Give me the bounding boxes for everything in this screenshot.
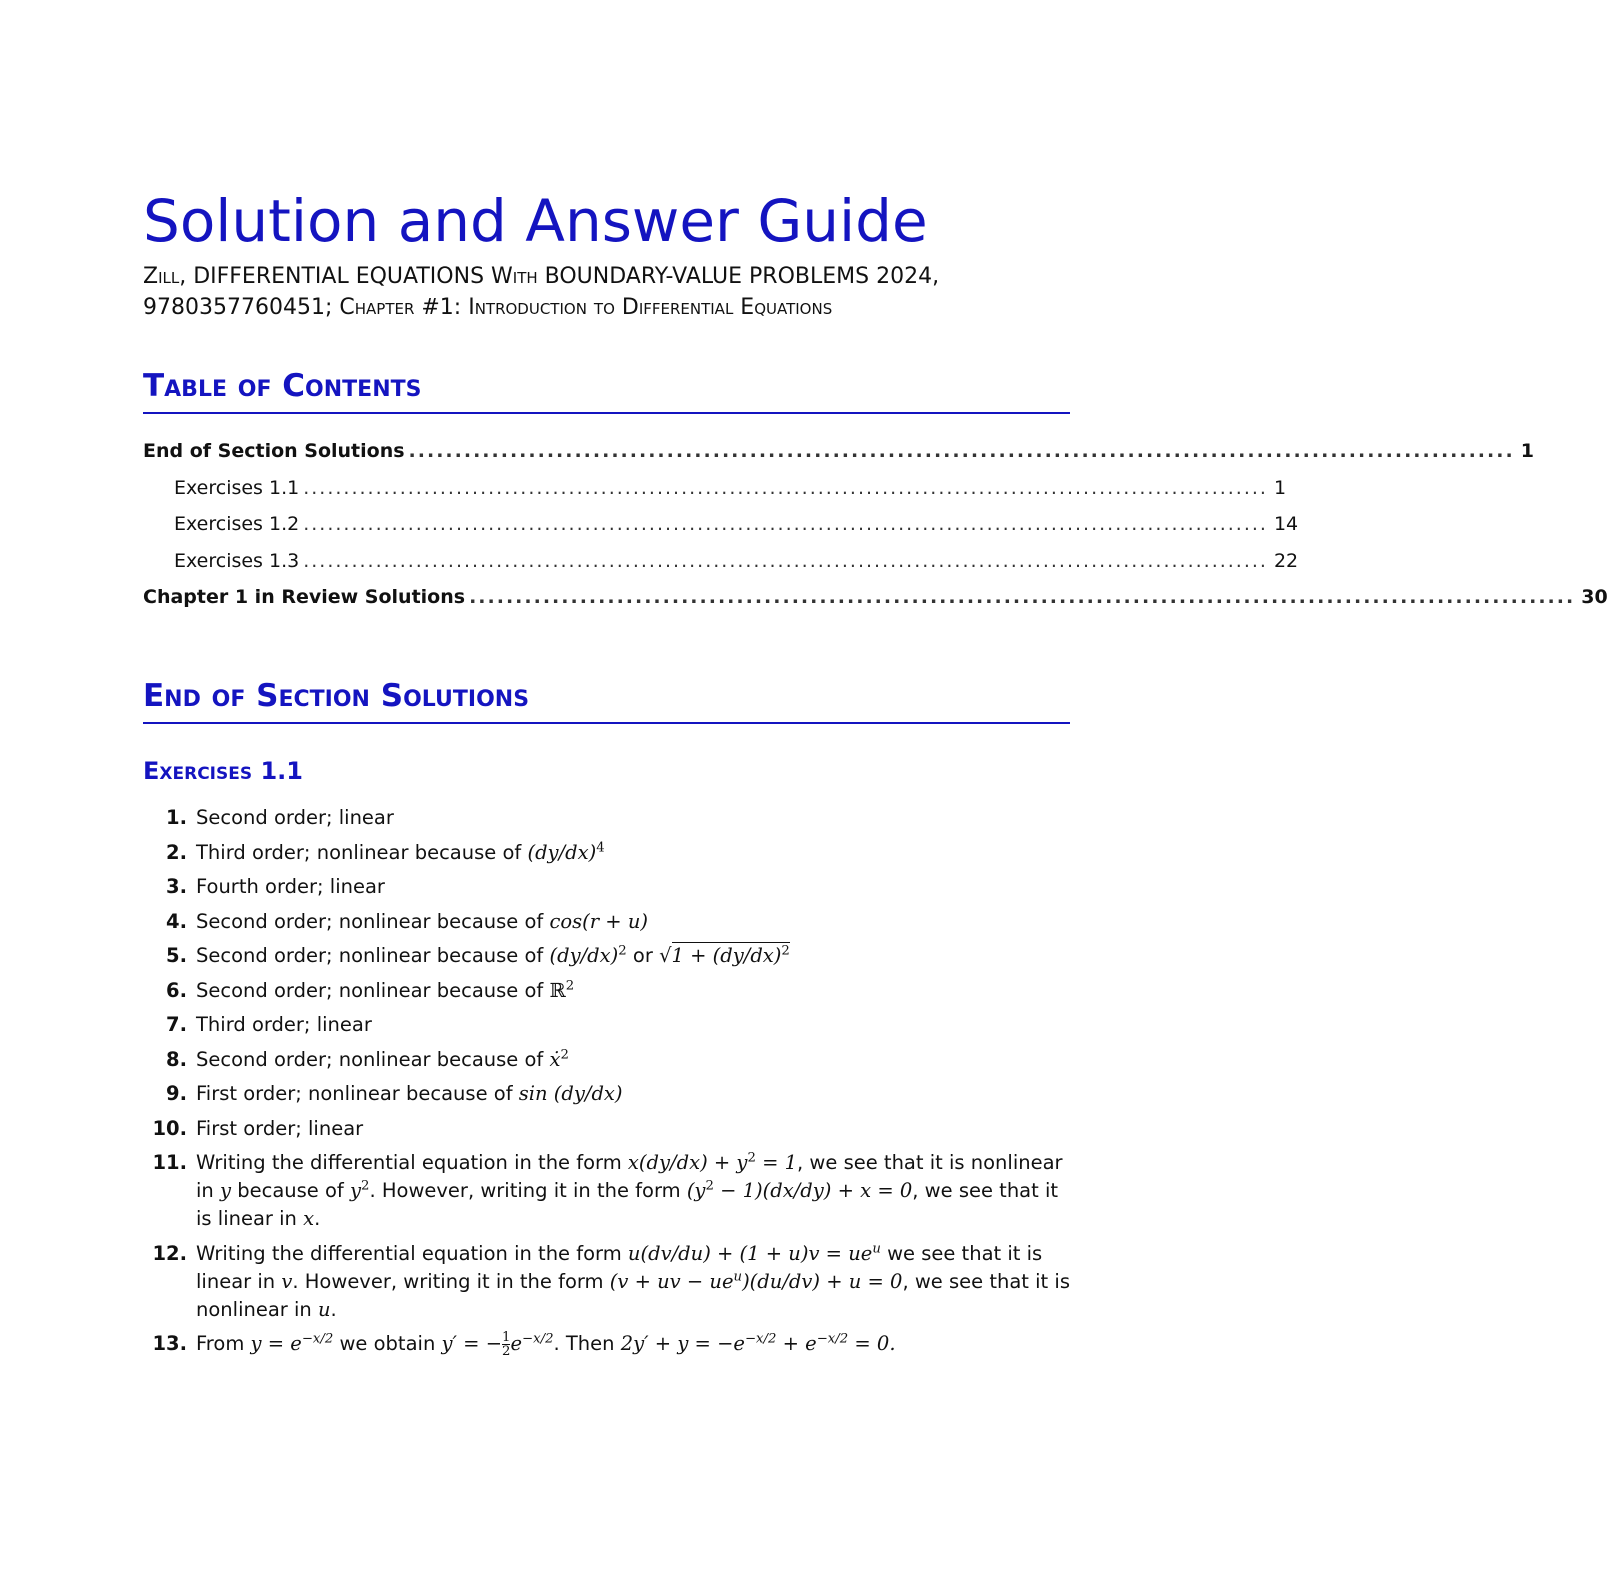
math-expression: [610, 1270, 903, 1293]
math-expression: 1 + (dy/dx): [671, 944, 782, 967]
toc-entry-page: 1: [1273, 476, 1287, 499]
math-superscript: 2: [781, 943, 790, 959]
exercise-item: [143, 977, 1070, 1005]
toc-entry[interactable]: [143, 513, 1299, 550]
exercise-item: [143, 1330, 1070, 1358]
exercise-item: [143, 1011, 1070, 1039]
exercise-list: [143, 804, 1070, 1365]
exercise-answer: Fourth order; linear: [196, 875, 385, 898]
exercise-answer: From: [196, 1332, 245, 1355]
math-term: y = e: [250, 1332, 302, 1355]
math-expression: (dy/dx): [527, 840, 597, 864]
math-expression: [251, 1332, 334, 1355]
exercise-connector: or: [632, 944, 653, 967]
exercise-item: [143, 839, 1070, 867]
math-expression: ℝ: [549, 978, 566, 1002]
math-expression: y: [219, 1179, 232, 1202]
exercise-number: 12.: [152, 1241, 187, 1265]
math-term: − 1)(dx/dy) + x = 0: [713, 1179, 913, 1202]
exercise-answer: . However, writing it in the form: [369, 1179, 681, 1202]
math-term: (y: [686, 1179, 706, 1202]
math-expression: cos(r + u): [549, 909, 648, 933]
exercise-text: [196, 1330, 1070, 1358]
exercise-text: [196, 1240, 1070, 1324]
exercise-answer: First order; nonlinear because of: [196, 1082, 513, 1105]
math-superscript: −x/2: [522, 1331, 554, 1347]
exercise-item: [143, 1149, 1070, 1233]
section-heading: End of Section Solutions: [143, 676, 1070, 724]
math-term: = 0.: [848, 1332, 896, 1355]
exercise-answer: Second order; nonlinear because of: [196, 909, 544, 933]
table-of-contents: [143, 440, 1608, 624]
exercise-answer: .: [314, 1207, 321, 1230]
exercise-text: [196, 977, 1070, 1005]
exercise-number: 9.: [166, 1082, 187, 1105]
math-superscript: 4: [596, 840, 605, 855]
math-expression: y: [349, 1179, 362, 1202]
sqrt-symbol: √: [659, 944, 672, 967]
exercise-answer: . However, writing it in the form: [292, 1269, 604, 1293]
exercise-answer: .: [330, 1297, 337, 1321]
exercise-answer: , we see that it is nonlinear in: [196, 1269, 1070, 1321]
math-superscript: −x/2: [744, 1331, 777, 1347]
subtitle-line-1: Zill, DIFFERENTIAL EQUATIONS With BOUNDARY-VALUE PROBLEMS 2024,: [143, 264, 940, 289]
exercise-text: [196, 1115, 1070, 1143]
exercise-item: [143, 908, 1070, 936]
exercise-number: 2.: [166, 840, 187, 864]
math-superscript: 2: [747, 1150, 756, 1166]
math-superscript: 2: [618, 943, 627, 959]
exercise-answer: Second order; nonlinear because of: [196, 944, 544, 967]
exercise-item: [143, 804, 1070, 832]
math-expression: ẋ: [549, 1047, 561, 1071]
math-expression: x: [303, 1207, 315, 1230]
exercise-answer: Writing the differential equation in the form: [196, 1151, 622, 1174]
toc-leader-dots: ........................................................................................................................: [469, 586, 1576, 608]
toc-leader-dots: ........................................................................................................................: [303, 549, 1268, 572]
toc-leader-dots: ........................................................................................................................: [303, 513, 1268, 535]
exercise-answer: Writing the differential equation in the form: [196, 1241, 622, 1265]
exercise-item: [143, 942, 1070, 970]
toc-leader-dots: ........................................................................................................................: [303, 476, 1268, 499]
exercise-text: [196, 1080, 1070, 1108]
math-superscript: 2: [565, 978, 575, 993]
toc-entry-label: Exercises 1.2: [174, 513, 300, 535]
exercise-answer: because of: [237, 1179, 344, 1202]
exercise-number: 13.: [152, 1332, 187, 1355]
exercise-text: [196, 908, 1070, 936]
math-superscript: u: [733, 1269, 743, 1284]
math-expression: v: [281, 1269, 293, 1293]
exercise-answer: Second order; linear: [196, 806, 394, 829]
math-expression: [441, 1329, 554, 1359]
fraction-numerator: 1: [502, 1329, 511, 1345]
toc-leader-dots: ........................................................................................................................: [408, 440, 1515, 462]
exercise-item: [143, 1046, 1070, 1074]
exercise-number: 8.: [166, 1047, 187, 1071]
math-expression: [628, 1242, 881, 1265]
exercise-answer: Second order; nonlinear because of: [196, 1047, 544, 1071]
exercise-number: 6.: [166, 978, 187, 1002]
math-superscript: −x/2: [816, 1331, 849, 1347]
exercise-answer: we obtain: [339, 1332, 436, 1355]
exercise-text: [196, 873, 1070, 901]
math-expression: (dy/dx): [549, 944, 619, 967]
exercise-number: 1.: [166, 806, 187, 829]
exercise-answer: Second order; nonlinear because of: [196, 978, 544, 1002]
exercise-answer: , we see that it is linear in: [196, 1179, 1059, 1230]
exercise-text: [196, 839, 1070, 867]
math-term: )(du/dv) + u = 0: [742, 1269, 903, 1293]
exercise-text: [196, 1011, 1070, 1039]
exercise-item: [143, 873, 1070, 901]
toc-entry[interactable]: [143, 586, 1608, 624]
exercise-number: 4.: [166, 909, 187, 933]
toc-heading: Table of Contents: [143, 366, 1070, 414]
toc-entry-label: Exercises 1.1: [174, 476, 300, 499]
toc-entry[interactable]: [143, 549, 1299, 587]
fraction-denominator: 2: [502, 1344, 511, 1359]
math-term: u(dv/du) + (1 + u)v = ue: [627, 1241, 873, 1265]
exercise-item: [143, 1240, 1070, 1324]
subtitle-line-2: 9780357760451; Chapter #1: Introduction to Differential Equations: [143, 295, 833, 320]
toc-entry-page: 22: [1273, 549, 1299, 572]
exercise-answer: . Then: [553, 1332, 615, 1355]
math-term: 2y′ + y = −e: [620, 1332, 745, 1355]
math-term: (v + uv − ue: [609, 1269, 734, 1293]
exercise-answer: First order; linear: [196, 1116, 364, 1140]
exercise-text: [196, 1149, 1070, 1233]
math-expression: u: [317, 1297, 331, 1321]
exercise-text: [196, 1046, 1070, 1074]
exercise-number: 11.: [152, 1151, 187, 1174]
exercise-number: 10.: [152, 1116, 187, 1140]
math-expression: [628, 1151, 797, 1174]
exercise-answer: Third order; linear: [196, 1013, 372, 1036]
toc-entry-page: 14: [1273, 513, 1299, 535]
math-term: y′ = −: [441, 1332, 503, 1355]
toc-entry[interactable]: [143, 440, 1534, 477]
toc-entry[interactable]: [143, 476, 1287, 514]
page-title: Solution and Answer Guide: [143, 187, 928, 255]
math-sqrt-body: [672, 942, 790, 967]
exercise-number: 7.: [166, 1013, 187, 1036]
exercise-number: 3.: [166, 875, 187, 898]
math-expression: [687, 1179, 912, 1202]
exercise-answer: , we see that it is nonlinear in: [196, 1151, 1063, 1202]
math-term: e: [510, 1332, 523, 1355]
math-expression: sin (dy/dx): [518, 1082, 623, 1105]
exercise-item: [143, 1115, 1070, 1143]
math-superscript: u: [872, 1241, 881, 1256]
page-subtitle: [143, 261, 1070, 323]
exercise-number: 5.: [166, 944, 187, 967]
toc-entry-label: Exercises 1.3: [174, 549, 300, 572]
subsection-heading: Exercises 1.1: [143, 757, 303, 785]
toc-entry-label: End of Section Solutions: [143, 440, 405, 462]
toc-entry-page: 30: [1581, 586, 1608, 608]
exercise-item: [143, 1080, 1070, 1108]
toc-entry-page: 1: [1520, 440, 1534, 462]
exercise-answer: Third order; nonlinear because of: [196, 840, 522, 864]
math-superscript: 2: [560, 1047, 569, 1062]
exercise-text: [196, 804, 1070, 832]
math-term: x(dy/dx) + y: [627, 1151, 748, 1174]
exercise-answer: we see that it is linear in: [196, 1241, 1043, 1293]
toc-entry-label: Chapter 1 in Review Solutions: [143, 586, 466, 608]
math-superscript: 2: [705, 1178, 714, 1194]
math-term: + e: [776, 1332, 817, 1355]
math-superscript: 2: [361, 1178, 370, 1194]
math-expression: [621, 1332, 896, 1355]
math-term: = 1: [755, 1151, 798, 1174]
exercise-text: [196, 942, 1070, 970]
math-superscript: −x/2: [301, 1331, 334, 1347]
